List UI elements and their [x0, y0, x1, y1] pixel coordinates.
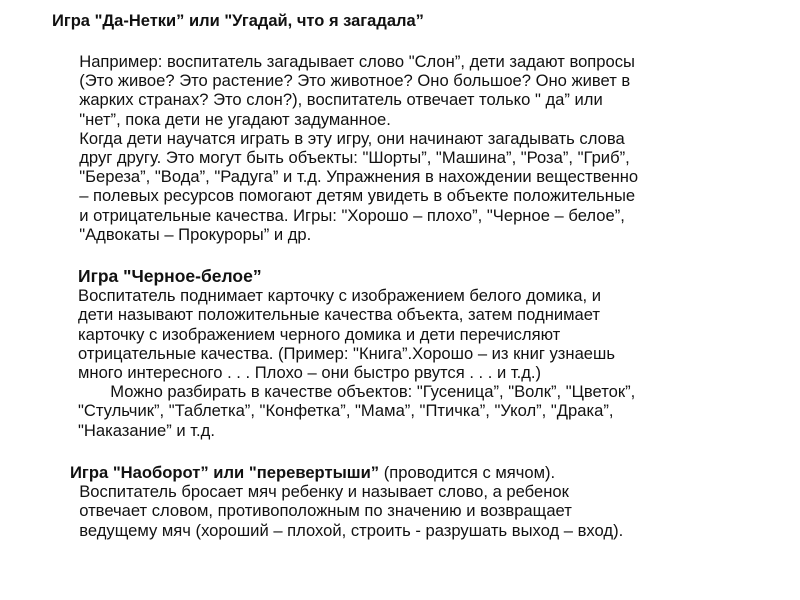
text-line: Можно разбирать в качестве объектов: "Гусеница”, "Волк”, "Цветок”, — [78, 382, 636, 402]
text-line: отрицательные качества. (Пример: "Книга”.Хорошо – из книг узнаешь — [78, 343, 615, 363]
text-line: "Адвокаты – Прокуроры” и др. — [70, 224, 312, 244]
text-line: много интересного . . . Плохо – они быстро рвутся . . . и т.д.) — [78, 363, 542, 383]
section-heading: Игра "Черное-белое” — [78, 266, 262, 286]
black-white-game-section — [78, 267, 635, 440]
text-line: отвечает словом, противоположным по значению и возвращает — [70, 501, 572, 521]
text-line: Когда дети научатся играть в эту игру, они начинают загадывать слова — [70, 128, 625, 148]
text-line: Например: воспитатель загадывает слово "Слон”, дети задают вопросы — [70, 52, 635, 71]
opposites-game-section — [70, 463, 623, 540]
text-line: "Наказание” и т.д. — [78, 420, 215, 440]
text-line: друг другу. Это могут быть объекты: "Шорты”, "Машина”, "Роза”, "Гриб”, — [70, 148, 630, 168]
text-line: (Это живое? Это растение? Это животное? Оно большое? Оно живет в — [70, 71, 631, 91]
text-line: Воспитатель бросает мяч ребенку и называет слово, а ребенок — [70, 482, 569, 502]
section-heading-suffix: (проводится с мячом). — [379, 463, 556, 482]
text-line: "нет”, пока дети не угадают задуманное. — [70, 109, 391, 129]
section-heading-line — [70, 463, 623, 482]
text-line: ведущему мяч (хороший – плохой, строить - разрушать выход – вход). — [70, 520, 624, 540]
text-line: и отрицательные качества. Игры: "Хорошо – плохо”, "Черное – белое”, — [70, 205, 625, 225]
text-line: – полевых ресурсов помогают детям увидеть в объекте положительные — [70, 186, 636, 206]
text-line: жарких странах? Это слон?), воспитатель отвечает только " да” или — [70, 90, 603, 110]
section-heading: Игра "Наоборот” или "перевертыши” — [70, 463, 380, 482]
example-paragraph — [70, 52, 638, 244]
text-line: дети называют положительные качества объекта, затем поднимает — [78, 305, 601, 325]
text-line: Воспитатель поднимает карточку с изображением белого домика, и — [78, 286, 601, 306]
page-title: Игра "Да-Нетки” или "Угадай, что я загадала” — [52, 12, 424, 30]
text-line: "Стульчик”, "Таблетка”, "Конфетка”, "Мама”, "Птичка”, "Укол”, "Драка”, — [78, 401, 614, 421]
text-line: карточку с изображением черного домика и дети перечисляют — [78, 324, 561, 344]
text-line: "Береза”, "Вода”, "Радуга” и т.д. Упражнения в нахождении вещественно — [70, 167, 639, 187]
